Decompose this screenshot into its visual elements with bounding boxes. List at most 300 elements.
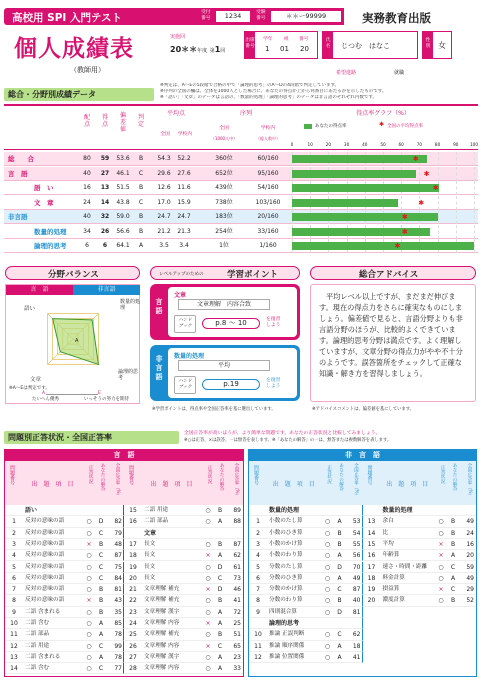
head-status: 正答状況 xyxy=(326,465,332,484)
question-status: ○ xyxy=(438,518,444,526)
cell-score: 14 xyxy=(100,198,110,206)
col-rank-all: 全国 xyxy=(219,126,229,131)
question-row xyxy=(5,573,124,584)
question-rate: 49 xyxy=(466,574,474,582)
question-rate: 88 xyxy=(233,518,241,526)
cell-avg-school: 11.6 xyxy=(177,184,191,191)
question-rate: 40 xyxy=(352,597,361,605)
question-row xyxy=(249,652,363,663)
question-item: 反対の意味の語 xyxy=(25,518,65,525)
points-verbal-box xyxy=(150,284,300,340)
question-item: 分数のひき算 xyxy=(269,574,303,581)
row-label: 語 い xyxy=(34,184,54,192)
avg-star-icon: ✱ xyxy=(401,213,408,221)
head-status: 正答状況 xyxy=(207,465,212,484)
head-answer: あなたの解答 xyxy=(338,463,344,491)
question-no: 19 xyxy=(129,563,137,571)
question-row xyxy=(124,528,243,539)
question-rate: 29 xyxy=(466,586,474,594)
student-id-box xyxy=(244,31,318,59)
question-answer: B xyxy=(450,529,456,537)
question-row xyxy=(124,573,243,584)
question-no: 14 xyxy=(367,529,376,537)
question-status: ○ xyxy=(438,563,444,571)
advice-footnote: ※アドバイスコメントは、偏差値を基にしています。 xyxy=(312,407,414,412)
head-answer: あなたの解答 xyxy=(219,463,224,491)
question-answer: D xyxy=(217,563,223,571)
question-status: ○ xyxy=(438,529,444,537)
head-rate: 全国正答率（%） xyxy=(353,463,359,498)
wish-value: 就職 xyxy=(394,70,405,76)
question-no: 21 xyxy=(129,586,137,594)
id-label: 出席 番号 xyxy=(245,32,255,58)
cell-dev: 51.5 xyxy=(116,184,130,191)
graph-tick: 60 xyxy=(398,142,404,147)
question-status: ○ xyxy=(324,574,331,582)
question-row xyxy=(363,528,477,539)
question-item: 濃度計算 xyxy=(382,597,405,604)
cell-rank-all: 254位 xyxy=(215,227,233,235)
question-rate: 73 xyxy=(233,574,241,582)
question-row xyxy=(5,516,124,527)
head-item: 出 題 項 目 xyxy=(272,481,315,488)
question-answer: B xyxy=(98,540,104,548)
class-label: 組 xyxy=(284,37,289,42)
question-status: ○ xyxy=(324,563,331,571)
question-no: 27 xyxy=(129,653,137,661)
question-no: 15 xyxy=(367,540,376,548)
question-row xyxy=(363,539,477,550)
question-item: 反対の意味の語 xyxy=(25,552,65,559)
question-item: 二語 用途 xyxy=(144,507,169,513)
wish-label: 希望進路 xyxy=(336,70,357,76)
question-no: 28 xyxy=(129,665,137,673)
question-item: 小数のかけ算 xyxy=(269,540,303,547)
question-no: 4 xyxy=(12,552,16,560)
graph-gridline xyxy=(474,225,475,239)
graph-gridline xyxy=(474,210,475,224)
cell-rank-all: 183位 xyxy=(215,213,233,220)
questions-note-1: 全国正答率が高いほうが、より簡単な問題です。あなたの正答状況と比較してみましょう。 xyxy=(184,431,381,436)
question-row xyxy=(124,516,243,527)
question-status: × xyxy=(438,552,444,560)
question-answer: B xyxy=(98,608,104,616)
cell-rank-school: 1/160 xyxy=(259,242,277,249)
verbal-table-head xyxy=(5,461,243,505)
question-answer: B xyxy=(450,597,456,605)
cell-score: 6 xyxy=(102,242,108,249)
legend-avg-star-icon: ✱ xyxy=(379,121,385,128)
cell-rank-all: 652位 xyxy=(215,169,233,177)
question-row xyxy=(363,562,477,573)
axis-label-logic: 論理的思考 xyxy=(118,369,139,381)
question-answer: A xyxy=(217,518,223,526)
question-answer: B xyxy=(217,540,223,548)
question-item: 推論 位置関係 xyxy=(269,653,305,660)
question-item: 分数のかけ算 xyxy=(269,586,303,593)
question-no: 4 xyxy=(256,552,260,560)
graph-tick: 10 xyxy=(307,142,313,147)
question-status: × xyxy=(438,586,444,594)
advice-title: 総合アドバイス xyxy=(359,270,419,280)
score-row xyxy=(4,167,478,181)
graph-gridline xyxy=(474,239,475,253)
cell-rank-school: 33/160 xyxy=(257,227,279,235)
cell-points: 40 xyxy=(83,169,91,177)
scale-left-label: たいへん優秀 xyxy=(32,397,59,402)
question-answer: D xyxy=(337,608,342,616)
cell-judge: C xyxy=(138,198,144,206)
page-subtitle: （教師用） xyxy=(70,66,105,74)
question-rate: 24 xyxy=(466,529,474,537)
question-status: ○ xyxy=(324,529,331,537)
head-status: 正答状況 xyxy=(88,465,93,484)
scores-section-title: 総合・分野別成績データ xyxy=(8,90,96,99)
question-no: 7 xyxy=(12,586,16,594)
question-rate: 49 xyxy=(466,518,474,526)
question-row xyxy=(124,562,243,573)
question-status: ○ xyxy=(324,552,331,560)
question-answer: A xyxy=(337,574,342,582)
question-row xyxy=(124,550,243,561)
question-answer: A xyxy=(337,518,342,526)
question-item: 反対の意味の語 xyxy=(25,574,65,581)
question-no: 1 xyxy=(256,518,260,526)
question-item: 二語 用途 xyxy=(25,642,50,649)
question-no: 7 xyxy=(256,586,260,594)
cell-score: 32 xyxy=(100,213,110,220)
points-verbal-item: 文章理解 内容合致 xyxy=(178,299,270,310)
question-no: 10 xyxy=(254,631,262,639)
question-item: 文章理解 内容 xyxy=(144,665,180,672)
cell-rank-school: 103/160 xyxy=(255,198,281,206)
question-row xyxy=(5,539,124,550)
head-item: 出 題 項 目 xyxy=(150,481,193,488)
points-nonverbal-box xyxy=(150,345,300,401)
head-answer: あなたの解答 xyxy=(100,463,105,491)
graph-ticks xyxy=(288,142,478,150)
question-row xyxy=(5,505,124,516)
score-table xyxy=(4,104,478,258)
question-status: ○ xyxy=(86,631,92,639)
scores-notes xyxy=(160,83,478,102)
question-answer: C xyxy=(98,574,104,582)
question-item: 反対の意味の語 xyxy=(25,563,65,570)
question-no: 19 xyxy=(367,586,376,594)
points-header xyxy=(150,266,300,280)
scale-e: E xyxy=(98,391,101,396)
graph-tick: 70 xyxy=(416,142,423,147)
cell-points: 6 xyxy=(85,242,89,249)
points-title: 学習ポイント xyxy=(227,270,279,280)
question-no: 17 xyxy=(367,563,376,571)
question-item: 文章理解 補充 xyxy=(144,586,180,593)
question-rate: 41 xyxy=(352,653,361,661)
row-label: 言 語 xyxy=(8,169,28,178)
question-rate: 99 xyxy=(114,642,122,650)
row-label: 非言語 xyxy=(8,213,28,221)
question-status: ○ xyxy=(324,642,331,650)
question-rate: 56 xyxy=(352,552,361,560)
cell-avg-all: 17.0 xyxy=(157,198,171,206)
question-answer: C xyxy=(217,642,223,650)
question-item: 文章理解 内容 xyxy=(144,642,180,649)
axis-label-quant: 数量的処理 xyxy=(120,299,141,311)
cell-dev: 43.8 xyxy=(116,198,130,206)
question-answer: A xyxy=(450,574,456,582)
question-status: × xyxy=(205,620,211,627)
question-status: ○ xyxy=(86,620,92,627)
question-rate: 55 xyxy=(352,540,361,548)
header-band xyxy=(4,8,344,25)
cell-score: 59 xyxy=(100,155,110,162)
question-rate: 84 xyxy=(114,574,122,582)
question-status: × xyxy=(205,642,211,650)
col-average: 平均点 xyxy=(166,110,185,117)
col-rank: 序列 xyxy=(239,110,252,117)
score-row xyxy=(4,152,478,166)
question-status: ○ xyxy=(324,518,331,526)
question-status: × xyxy=(205,552,211,560)
question-rate: 82 xyxy=(114,518,122,526)
question-rate: 46 xyxy=(233,586,241,594)
question-answer: A xyxy=(337,552,342,560)
question-rate: 87 xyxy=(352,586,361,594)
rate-bar xyxy=(292,199,398,207)
question-row xyxy=(5,595,124,606)
question-item: 推論 正誤判断 xyxy=(269,631,305,638)
question-row xyxy=(5,641,124,652)
graph-gridline xyxy=(456,225,457,239)
rate-bar xyxy=(292,228,430,236)
question-rate: 81 xyxy=(352,608,361,616)
question-row xyxy=(5,652,124,663)
question-no: 25 xyxy=(129,631,137,639)
question-answer: A xyxy=(98,631,104,639)
question-answer: C xyxy=(98,529,104,537)
publisher: 実務教育出版 xyxy=(362,11,431,25)
head-status: 正答状況 xyxy=(440,465,445,484)
question-rate: 52 xyxy=(466,597,474,605)
question-row xyxy=(249,550,363,561)
question-rate: 70 xyxy=(352,563,361,571)
question-row xyxy=(249,539,363,550)
balance-verbal: 言 語 xyxy=(6,285,73,295)
question-row xyxy=(249,573,363,584)
question-answer: B xyxy=(217,507,223,514)
question-status: ○ xyxy=(205,507,211,514)
question-row xyxy=(363,550,477,561)
question-no: 26 xyxy=(129,642,137,650)
question-status: ○ xyxy=(324,631,331,639)
question-rate: 41 xyxy=(233,597,241,605)
question-answer: A xyxy=(217,665,223,673)
points-verbal-inner xyxy=(168,287,297,337)
question-rate: 35 xyxy=(114,608,122,616)
question-status: ○ xyxy=(86,518,92,526)
question-rate: 85 xyxy=(114,620,122,627)
question-status: × xyxy=(205,586,211,594)
question-no: 11 xyxy=(10,631,18,639)
question-no: 3 xyxy=(256,540,260,548)
points-verbal-category: 文章 xyxy=(174,292,187,299)
question-row xyxy=(363,505,477,516)
cell-avg-all: 29.6 xyxy=(157,169,171,177)
question-no: 15 xyxy=(129,507,137,514)
question-rate: 53 xyxy=(352,518,361,526)
question-item: 二語 部品 xyxy=(25,631,50,638)
cell-points: 24 xyxy=(83,198,91,206)
cell-points: 40 xyxy=(83,213,91,220)
question-row xyxy=(124,595,243,606)
col-average-school: 学校内 xyxy=(177,132,193,137)
graph-tick: 80 xyxy=(434,142,441,147)
question-item: 余白 xyxy=(382,518,394,525)
question-row xyxy=(249,562,363,573)
question-no: 20 xyxy=(367,597,376,605)
graph-gridline xyxy=(456,167,457,181)
cell-rank-all: 439位 xyxy=(215,184,233,191)
question-status: ○ xyxy=(324,586,331,594)
question-rate: 81 xyxy=(114,586,122,594)
question-item: 長文 xyxy=(144,563,156,570)
nonverbal-question-table xyxy=(248,449,477,677)
graph-gridline xyxy=(419,167,420,181)
col-judge: 判定 xyxy=(137,114,144,128)
question-no: 12 xyxy=(254,653,262,661)
graph-tick: 20 xyxy=(325,142,332,147)
question-status: ○ xyxy=(86,665,92,673)
cell-rank-all: 1位 xyxy=(219,242,229,249)
scale-line xyxy=(46,394,98,395)
graph-tick: 0 xyxy=(290,142,294,147)
col-graph: 得点率グラフ（%） xyxy=(356,110,410,117)
head-rate: 全国正答率（%） xyxy=(234,463,239,498)
question-no: 13 xyxy=(10,653,18,661)
question-status: ○ xyxy=(324,540,331,548)
question-item: 速さ・時間・距離 xyxy=(382,563,428,570)
receipt-label: 受付 番号 xyxy=(201,10,211,21)
question-no: 6 xyxy=(12,574,16,582)
question-item: 二語 含まれる xyxy=(25,653,61,660)
question-item: 損益算 xyxy=(382,586,400,593)
question-no: 2 xyxy=(256,529,260,537)
scores-note-1: ※判定は、A〜Eの5段階で合格の中で「論理的思考」のA〜Dの4段階で判定しています。 xyxy=(160,83,340,88)
question-item: 小数のたし算 xyxy=(269,518,303,525)
question-category: 論理的思考 xyxy=(269,620,300,627)
score-row xyxy=(4,239,478,253)
nonverbal-table-title: 非 言 語 xyxy=(249,450,476,461)
graph-gridline xyxy=(456,152,457,166)
cell-avg-school: 15.9 xyxy=(177,198,191,206)
axis-label-vocab: 語い xyxy=(24,306,36,312)
points-nonverbal-item: 平均 xyxy=(178,360,270,371)
score-row xyxy=(4,196,478,210)
question-rate: 72 xyxy=(233,608,241,616)
question-status: ○ xyxy=(205,597,211,605)
scale-a: A xyxy=(42,391,46,396)
score-table-header xyxy=(4,104,478,150)
rate-bar xyxy=(292,170,416,178)
points-nonverbal-page: p.19 xyxy=(202,379,260,390)
question-status: ○ xyxy=(205,518,211,526)
cell-avg-all: 24.7 xyxy=(157,213,171,220)
advice-header xyxy=(310,266,476,280)
col-score: 得点 xyxy=(101,114,108,128)
question-category: 語い xyxy=(25,507,38,514)
cell-judge: B xyxy=(138,155,144,162)
cell-avg-all: 21.2 xyxy=(157,227,171,235)
question-rate: 54 xyxy=(352,529,361,537)
question-no: 1 xyxy=(12,518,16,526)
question-status: ○ xyxy=(324,653,331,661)
cell-avg-all: 3.5 xyxy=(159,242,169,249)
number-label: 番号 xyxy=(299,37,309,42)
question-answer: B xyxy=(217,631,223,639)
question-item: 小数のひき算 xyxy=(269,529,303,536)
balance-note: ※A〜Eは判定です。 xyxy=(9,386,50,391)
question-status: × xyxy=(438,540,444,548)
test-name: 高校用 SPI 入門テスト xyxy=(12,12,123,24)
question-answer: C xyxy=(337,586,342,594)
graph-tick: 90 xyxy=(453,142,459,147)
question-status: ○ xyxy=(86,529,92,537)
question-answer: C xyxy=(98,552,104,560)
question-no: 16 xyxy=(367,552,376,560)
head-no: 問題番号 xyxy=(128,465,134,485)
verbal-table-title: 言 語 xyxy=(5,450,243,461)
question-item: 四則混合算 xyxy=(269,608,297,615)
exam-session xyxy=(170,44,225,55)
points-nonverbal-note: を復習 しよう xyxy=(266,378,281,389)
name-label: 氏 名 xyxy=(323,32,333,58)
questions-section-header xyxy=(4,431,179,444)
question-row xyxy=(124,629,243,640)
question-rate: 48 xyxy=(114,540,122,548)
question-no: 10 xyxy=(10,620,18,627)
graph-gridline xyxy=(474,181,475,195)
question-no: 8 xyxy=(12,597,16,605)
cell-avg-school: 27.6 xyxy=(177,169,191,177)
question-no: 5 xyxy=(12,563,16,571)
question-row xyxy=(363,573,477,584)
question-status: ○ xyxy=(205,540,211,548)
question-status: ○ xyxy=(86,608,92,616)
question-no: 18 xyxy=(367,574,376,582)
balance-title: 分野バランス xyxy=(48,270,99,280)
col-rank-all-sub: （1000人中） xyxy=(210,136,238,141)
exam-number: ＊＊ー99999 xyxy=(271,11,341,22)
question-row xyxy=(249,607,363,618)
cell-dev: 53.6 xyxy=(116,155,130,162)
question-row xyxy=(5,663,124,674)
head-no: 問題番号 xyxy=(9,465,15,485)
question-answer: C xyxy=(98,665,104,673)
question-status: ○ xyxy=(205,653,211,661)
question-rate: 75 xyxy=(114,563,122,571)
question-row xyxy=(249,505,363,516)
question-rate: 59 xyxy=(466,563,474,571)
question-row xyxy=(249,629,363,640)
question-answer: A xyxy=(337,653,342,661)
question-item: 反対の意味の語 xyxy=(25,540,65,547)
points-verbal-book: ハンド ブック xyxy=(174,315,196,333)
head-item: 出 題 項 目 xyxy=(386,481,429,488)
question-rate: 18 xyxy=(352,642,361,650)
legend-avg: 全国の平均得点率 xyxy=(387,124,423,129)
question-item: 文章理解 漢字 xyxy=(144,608,180,615)
cell-dev: 46.1 xyxy=(116,169,130,177)
